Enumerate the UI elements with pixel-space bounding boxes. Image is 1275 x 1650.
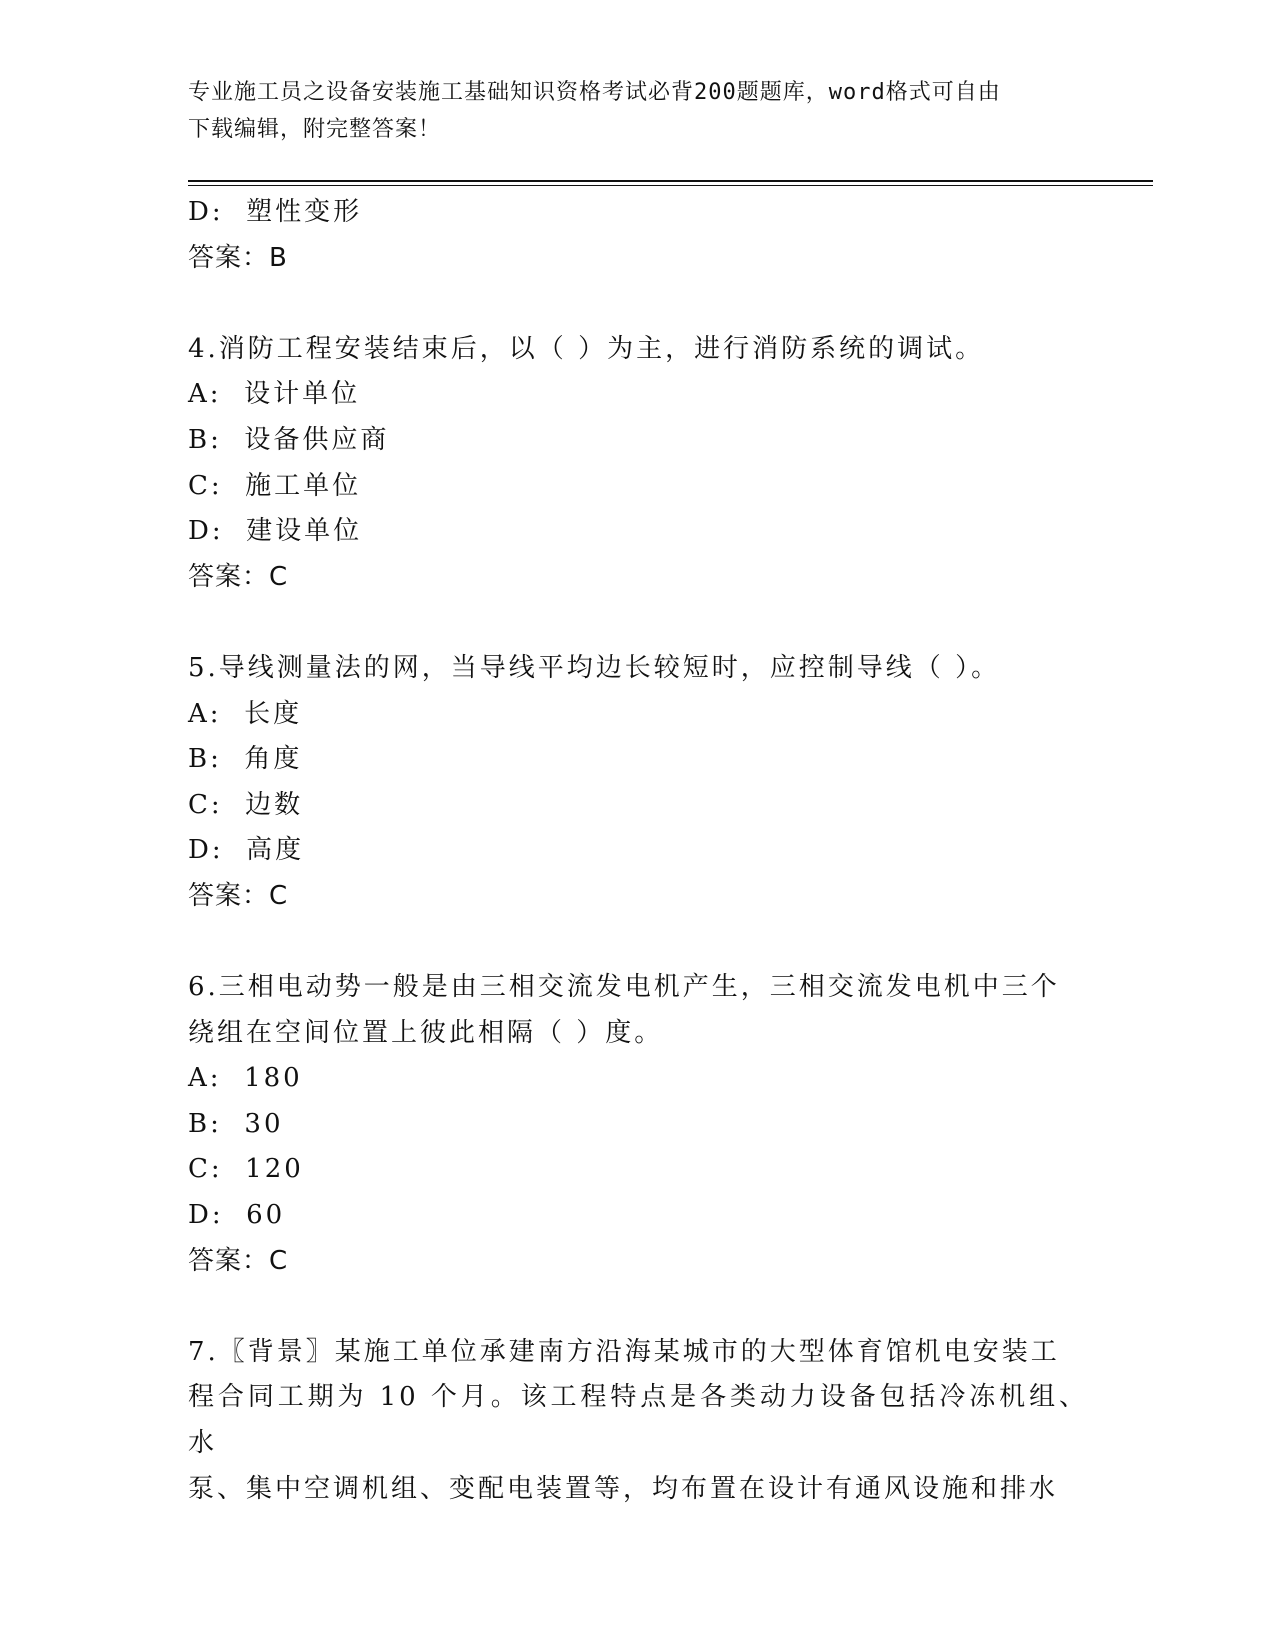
option-d: D: 60	[188, 1200, 286, 1231]
question-text-line-2: 程合同工期为 10 个月。该工程特点是各类动力设备包括冷冻机组、水	[188, 1382, 1088, 1459]
option-b: B: 角度	[188, 744, 303, 775]
question-text-line-2: 绕组在空间位置上彼此相隔（ ）度。	[188, 1017, 664, 1048]
option-a: A: 180	[188, 1063, 303, 1094]
option-d: D: 高度	[188, 835, 305, 866]
question-text-line-1: 7.〖背景〗某施工单位承建南方沿海某城市的大型体育馆机电安装工	[188, 1336, 1060, 1367]
option-c: C: 施工单位	[188, 470, 362, 501]
header-line-1: 专业施工员之设备安装施工基础知识资格考试必背200题题库，word格式可自由	[188, 80, 1001, 105]
question-list	[188, 190, 1088, 1512]
question-7	[188, 1330, 1088, 1512]
answer: 答案：C	[188, 561, 289, 592]
question-text-line-1: 6.三相电动势一般是由三相交流发电机产生，三相交流发电机中三个	[188, 972, 1060, 1003]
header-divider-thick	[188, 180, 1153, 182]
question-text: 4.消防工程安装结束后，以（ ）为主，进行消防系统的调试。	[188, 333, 985, 364]
question-5	[188, 646, 1088, 920]
answer: 答案：B	[188, 242, 288, 273]
spacer	[188, 920, 1088, 966]
answer: 答案：C	[188, 1245, 289, 1276]
header-divider-thin	[188, 185, 1153, 186]
option-d: D: 建设单位	[188, 516, 363, 547]
answer: 答案：C	[188, 880, 289, 911]
question-4	[188, 327, 1088, 601]
question-6	[188, 965, 1088, 1284]
spacer	[188, 1284, 1088, 1330]
question-3	[188, 190, 1088, 281]
option-a: A: 长度	[188, 698, 303, 729]
option-b: B: 设备供应商	[188, 424, 390, 455]
option-c: C: 边数	[188, 789, 304, 820]
option-b: B: 30	[188, 1108, 284, 1139]
spacer	[188, 600, 1088, 646]
question-text: 5.导线测量法的网，当导线平均边长较短时，应控制导线（ ）。	[188, 652, 1001, 683]
document-header	[188, 74, 1088, 148]
spacer	[188, 281, 1088, 327]
option-a: A: 设计单位	[188, 379, 361, 410]
option-d: D: 塑性变形	[188, 197, 363, 227]
header-line-2: 下载编辑，附完整答案！	[188, 117, 442, 142]
question-text-line-3: 泵、集中空调机组、变配电装置等，均布置在设计有通风设施和排水	[188, 1473, 1059, 1504]
option-c: C: 120	[188, 1154, 304, 1185]
